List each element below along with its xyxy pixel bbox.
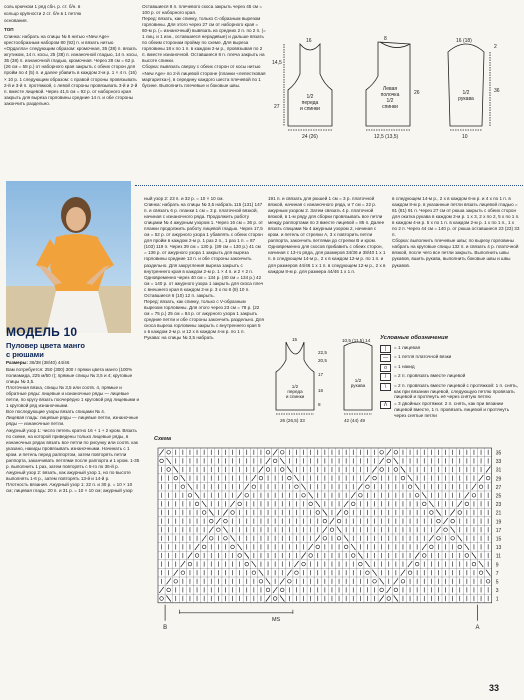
sb-a-h4: 8	[318, 402, 321, 407]
page-number: 33	[489, 683, 500, 693]
knitting-chart-svg	[154, 444, 520, 654]
c-h2: 2	[494, 44, 497, 50]
sb-b-top: 10,5 (11,5) 14	[342, 338, 371, 343]
col3-bottom-body: 191 п. и связать для рюшей 1 см = 3 р. платочной вязкой, начиная с изнаночного ряда, и 7 см = 22 р. ажурным узором 2. Затем связать 4 р. платочной вязкой, в 1-м ряду для сборки провязывать все петли между раппортами по 3 вместе лицевой = 85 п. Далее вязать спицами № 4 ажурным узором 2, начиная с кром. и петель от стрелки А, 3 х повторить петли раппорта, закончить петлями до стрелки В и кром. Одновременно для скосов прибавить с обеих сторон, начиная с 13-го ряда, для размеров 34/36 и 38/40 1 х 1 п. в следующем 14-м р., 2 х в каждом 12-м р. по 1 п. и для размеров 44/46 1 х 1 п. в следующем 12-м р., 2 х в каждом 8-м р. для размера 44/46 1 х 1 п.	[268, 196, 386, 274]
row-number: 29	[495, 476, 502, 483]
row-number: 3	[495, 588, 499, 595]
col3-bottom	[268, 196, 388, 276]
top-line-1: соль крючком 1 ряд сбн. р. ст. б/н. в	[4, 4, 81, 9]
sb-a-top: 15	[292, 337, 298, 342]
section-separator	[135, 185, 523, 186]
knit-symbol-icon: |	[380, 345, 391, 353]
yarn-over-symbol-icon: o	[380, 364, 391, 372]
row-number: 13	[495, 545, 502, 552]
top-body: Спинка: набрать на спицы № 6 нитью «New Age» крестообразным набором 80 (92) п. и вязать нитью «Ордалла» следующим образом: кромочная, 35 (38) п. вязать жгутиком, 14 п. косы, 25 (38) п. изнаночной гладью, 14 п. косы, 35 (38) п. изнаночной гладью, кромочная. Через 28 см = 62 р. (26 см = 58 р.) от наборного края закрыть с обеих сторон для пройм по 4 (5) п. и далее убавить в каждом 2-м р. 1 × 4 п. (16) × 10 р. 1 следующим образом: с правой стороны провязывать 2-й и 3-й п. протяжкой, с левой стороны провязывать 3-й и 2-й п. вместе лицевой. Через 41,5 см = 92 р. от наборного края закрыть для выреза горловины средние 14 п. и обе стороны закончить раздельно.	[4, 34, 138, 106]
legend	[380, 336, 520, 420]
col2-top	[142, 4, 266, 90]
garter-symbol-icon: —	[380, 354, 391, 362]
schematic-bottom	[268, 336, 380, 426]
row-number: 1	[495, 596, 499, 603]
model-title: МОДЕЛЬ 10	[6, 325, 78, 339]
schematic-top-svg	[270, 34, 520, 144]
k2tog-symbol-icon: /	[380, 373, 391, 381]
c-center: 1/2 рукава	[458, 90, 474, 102]
sizes-value: 36/38 (38/40) 44/46	[29, 360, 70, 365]
chart-label: Схема	[154, 436, 172, 442]
model-subtitle-line1: Пуловер цвета манго	[6, 341, 85, 350]
legend-item: \ = 2 п. провязать вместе лицевой с протяжкой: 1 п. снять, как при вязании лицевой, следующую петлю провязать лицевой и протянуть её через снятую петлю	[380, 383, 520, 400]
repeat-label: MS	[271, 616, 281, 623]
double-decrease-symbol-icon: Λ	[380, 401, 391, 409]
sb-a-h1: 20,5	[318, 358, 327, 363]
row-number: 15	[495, 536, 502, 543]
c-h1: 36	[494, 88, 500, 94]
model-subtitle	[6, 341, 85, 359]
row-number: 7	[495, 570, 499, 577]
legend-item: o = 1 накид	[380, 364, 520, 372]
row-number: 21	[495, 510, 502, 517]
row-number: 19	[495, 519, 502, 526]
row-number: 9	[495, 562, 499, 569]
col4-bottom	[392, 196, 520, 270]
a-label-top: 16	[306, 38, 312, 44]
row-number: 35	[495, 450, 502, 457]
col1-top	[4, 4, 138, 108]
arrow-b-label: B	[163, 624, 168, 631]
row-number: 17	[495, 527, 502, 534]
sb-a-h0: 22,5	[318, 350, 327, 355]
col4-bottom-body: в следующем 14-м р., 2 х в каждом 6-м р. и 4 х по 1 п. в каждом 8-м р. в указанные петли вязать лицевой гладью = 81 (81) 91 п. Через 27 см от рюша закрыть с обеих сторон для окатка рукава в каждом 2-м р. 1 х 3, 2 х по 2, 5 х по 1 п. в каждом 4-м р. 5 х по 1 п. в каждом 2-м р. 1 х по 1 п., 1 х по 2 п. Через 44 см = 140 р. от рюша оставшиеся 23 (23) 33 п. Сборка: выполнить плечевые швы; по вырезу горловины набрать на круговые спицы 132 п. и связать 4 р. платочной вязкой, после чего все петли закрыть. Выполнить швы рукавов, вшить рукава, выполнить боковые швы и швы рукавов.	[392, 196, 520, 268]
col1-bottom	[6, 360, 140, 495]
legend-title: Условные обозначения	[380, 335, 448, 341]
schematic-top	[270, 34, 520, 144]
col2-bottom	[144, 196, 264, 342]
top-line-3: основания.	[4, 18, 28, 24]
a-center: 1/2 переда и спинки	[300, 94, 320, 112]
sizes-line	[6, 360, 140, 366]
a-h1: 14,5	[272, 60, 282, 66]
a-h2: 27	[274, 104, 280, 110]
sb-a-center: 1/2 переда и спинки	[285, 384, 305, 399]
sb-b-width: 42 (44) 49	[344, 418, 365, 423]
c-label-top: 16 (18)	[456, 38, 472, 44]
model-photo	[6, 181, 131, 333]
b-width: 12,5 (13,5)	[374, 134, 399, 140]
legend-item: | = 1 лицевая	[380, 345, 520, 353]
sb-a-h3: 16	[318, 388, 324, 393]
c-width: 10	[462, 134, 468, 140]
sb-b-center: 1/2 рукава	[350, 378, 366, 388]
sizes-label: Размеры:	[6, 360, 28, 365]
top-heading: ТОП	[4, 27, 14, 33]
a-width: 24 (26)	[302, 134, 318, 140]
legend-item: — = 1 петля платочной вязки	[380, 354, 520, 362]
row-number: 11	[495, 553, 501, 560]
row-number: 31	[495, 467, 502, 474]
row-number: 5	[495, 579, 499, 586]
row-number: 27	[495, 484, 502, 491]
col2-top-body: Оставшиеся 8 п. плечевого скоса закрыть через 45 см = 100 р. от наборного края. Перед: вязать, как спинку, только С-образным вырезом горловины. Для этого через 27 см от наборного края = 60-м р. (= изнаночный) вывязать из средних 2 п. по 2 п. (= 1 лиц. и 1 изн., оставшиеся нерадивые) и дальше вязать по обеим сторонам пройму по схеме. Для выреза горловины 18 к по 1 п. в каждом 2-м р., провязывая по 2 п. вместе изнаночной. Оставшиеся 8 п. плеча закрыть на высоте спинки. Сборка: вывязать сверху с обеих сторон от косы нитью «New Age» по 2-й лицевой стороне (планки «лепестковая маргаритка»), в середину каждого шеста плечевой по 1 бусине. Выполнить плечевые и боковые швы.	[142, 4, 266, 88]
legend-item: Λ = 3 двойных протяжки: 2 п. снять, как при вязании лицевой вместе, 1 п. провязать лицевой и протянуть через снятые петли	[380, 401, 520, 418]
b-center: Левая полочка 1/2 спинки	[380, 86, 400, 110]
top-line-2: кольцо крупности 2 ст. б/н в 1 петлю	[4, 11, 82, 17]
row-number: 25	[495, 493, 502, 500]
row-number: 33	[495, 459, 502, 466]
col2-bottom-body: ный узор 2: 23 п. и 32 р. = 10 × 10 см. Спинка: набрать на спицы № 3,5 набрать 115 (131) 147 п. и связать 6 р. планки 1 см = 3 р. платочной вязкой, начиная с изнаночного ряда. Продолжить работу спицами № 4 ажурным узором 1. Через 16 см = 36 р. от планки продолжить работу лицевой гладью. Через 17,5 см = 52 р. от ажурного узора 1 убавлять с обеих сторон для пройм в каждом 2-м р. 1 раз 2 п., 1 раз 1 п. = 87 (103) 119 п. Через 39 см = 130 р. (39 см = 130 р.) 41 см = 136 р. от ажурного узора 1 закрыть для выреза горловины средние 13 п. и обе стороны закончить раздельно. Для закругления выреза закрыть с внутреннего края в каждом 2-м р. 1 × 4 п. и 2 × 2 п. Одновременно через 40 см = 134 р. (40 см = 134 р.) 42 см = 140 р. от ажурного узора 1 закрыть для скоса плеч с внешнего края в каждом 2-м р. 3 х по 6 (8) 10 п. Оставшиеся 6 (10) 12 п. закрыть. Перед: вязать, как спинку, только с V-образным вырезом горловины. Для этого через 23 см = 78 р. (22 см = 75 р.) 25 см = 84 р. от ажурного узора 1 закрыть средние петли и обе стороны закончить раздельно. Для скоса выреза горловины закрыть с внутреннего края 5 х в каждом 2-м р. и 12 х в каждом 4-м р. по 1 п. Рукава: на спицы № 3,5 набрать	[144, 196, 264, 341]
b-label-top: 8	[384, 36, 387, 42]
b-h: 26	[414, 90, 420, 96]
model-photo-svg	[6, 181, 131, 333]
arrow-a-label: A	[475, 624, 480, 631]
sb-a-width: 26 (26,5) 33	[280, 418, 305, 423]
schematic-bottom-svg	[268, 336, 380, 426]
col1-bottom-body: Вам потребуется: 250 (300) 300 г пряжи цвета манго (100% полиамида, 225 м/50 г); прямые спицы № 3,5 и 4; круговые спицы № 3,5. Плоточная вязка, спицы № 3,5 или соотв. 4, прямые и обратные ряды: лицевые и изнаночные ряды — лицевые петли, по кругу вязать поочерёдно 1 круговой ряд лицевыми и 1 круговой ряд изнаночными. Все последующие узоры вязать спицами № 4. Лицевая гладь: лицевые ряды — лицевые петли, изнаночные ряды — изнаночные петли. Ажурный узор 1: число петель кратно 16 + 1 + 2 кром. Вязать по схеме, на которой приведены только лицевые ряды, в изнаночных рядах вязать все петли по рисунку или соотв. как указано, накиды провязывать изнаночными. Начинать с 1 кром. и петель перед раппортом, затем повторять петли раппорта, заканчивать петлями после раппорта и 1 кром. 1-35 р. выполнить 1 раз, затем повторять с 5-го по 36-й р. Ажурный узор 2: вязать, как ажурный узор 1, но по высоте выполнять 1-6 р., затем повторять 13-й и 14-й р. Плотность вязания. Ажурный узор 1: 22 п. и 30 р. = 10 × 10 см; лицевая гладь: 20 п. и 31 р. = 10 × 10 см; ажурный узор	[6, 367, 140, 493]
sb-a-h2: 17	[318, 372, 324, 377]
model-subtitle-line2: с рюшами	[6, 350, 44, 359]
row-number: 23	[495, 502, 502, 509]
knitting-chart	[154, 444, 520, 659]
ssk-symbol-icon: \	[380, 383, 391, 391]
legend-item: / = 2 п. провязать вместе лицевой	[380, 373, 520, 381]
